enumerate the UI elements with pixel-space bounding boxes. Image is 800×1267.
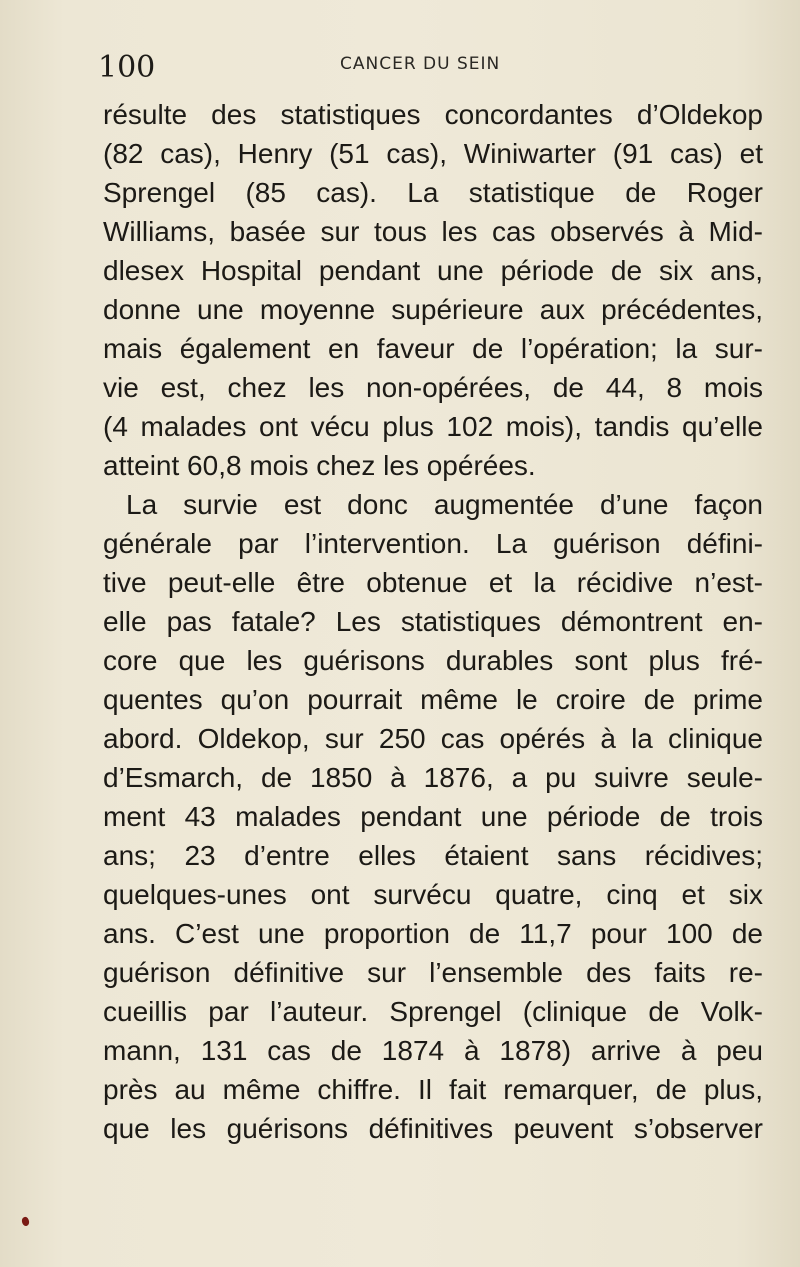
text-line: tive peut-elle être obtenue et la récidive n’est- [103,567,763,598]
running-head: CANCER DU SEIN [340,54,501,74]
text-line: (4 malades ont vécu plus 102 mois), tandis qu’elle [103,411,763,442]
text-line: abord. Oldekop, sur 250 cas opérés à la clinique [103,723,763,754]
paragraph-end-line: atteint 60,8 mois chez les opérées. [103,450,536,481]
text-line: ment 43 malades pendant une période de trois [103,801,763,832]
text-line: guérison définitive sur l’ensemble des faits re- [103,957,763,988]
text-line: elle pas fatale? Les statistiques démontrent en- [103,606,763,637]
text-line: générale par l’intervention. La guérison défini- [103,528,763,559]
page-number: 100 [98,50,156,85]
text-line: ans. C’est une proportion de 11,7 pour 100 de [103,918,763,949]
text-line: vie est, chez les non-opérées, de 44, 8 mois [103,372,763,403]
text-line: mann, 131 cas de 1874 à 1878) arrive à peu [103,1035,763,1066]
text-line: quentes qu’on pourrait même le croire de prime [103,684,763,715]
text-line: mais également en faveur de l’opération; la sur- [103,333,763,364]
text-line: près au même chiffre. Il fait remarquer, de plus, [103,1074,763,1105]
text-line: core que les guérisons durables sont plus fré- [103,645,763,676]
text-line: ans; 23 d’entre elles étaient sans récidives; [103,840,763,871]
text-line: donne une moyenne supérieure aux précédentes, [103,294,763,325]
page-header [0,44,800,84]
paragraph-start-line: La survie est donc augmentée d’une façon [126,489,763,520]
text-line: d’Esmarch, de 1850 à 1876, a pu suivre seule- [103,762,763,793]
text-line: que les guérisons définitives peuvent s’observer [103,1113,763,1144]
text-line: cueillis par l’auteur. Sprengel (clinique de Volk- [103,996,763,1027]
text-line: dlesex Hospital pendant une période de six ans, [103,255,763,286]
text-line: (82 cas), Henry (51 cas), Winiwarter (91 cas) et [103,138,763,169]
ink-spot [21,1216,31,1227]
text-line: Sprengel (85 cas). La statistique de Roger [103,177,763,208]
text-line: résulte des statistiques concordantes d’Oldekop [103,99,763,130]
text-line: Williams, basée sur tous les cas observés à Mid- [103,216,763,247]
text-line: quelques-unes ont survécu quatre, cinq et six [103,879,763,910]
